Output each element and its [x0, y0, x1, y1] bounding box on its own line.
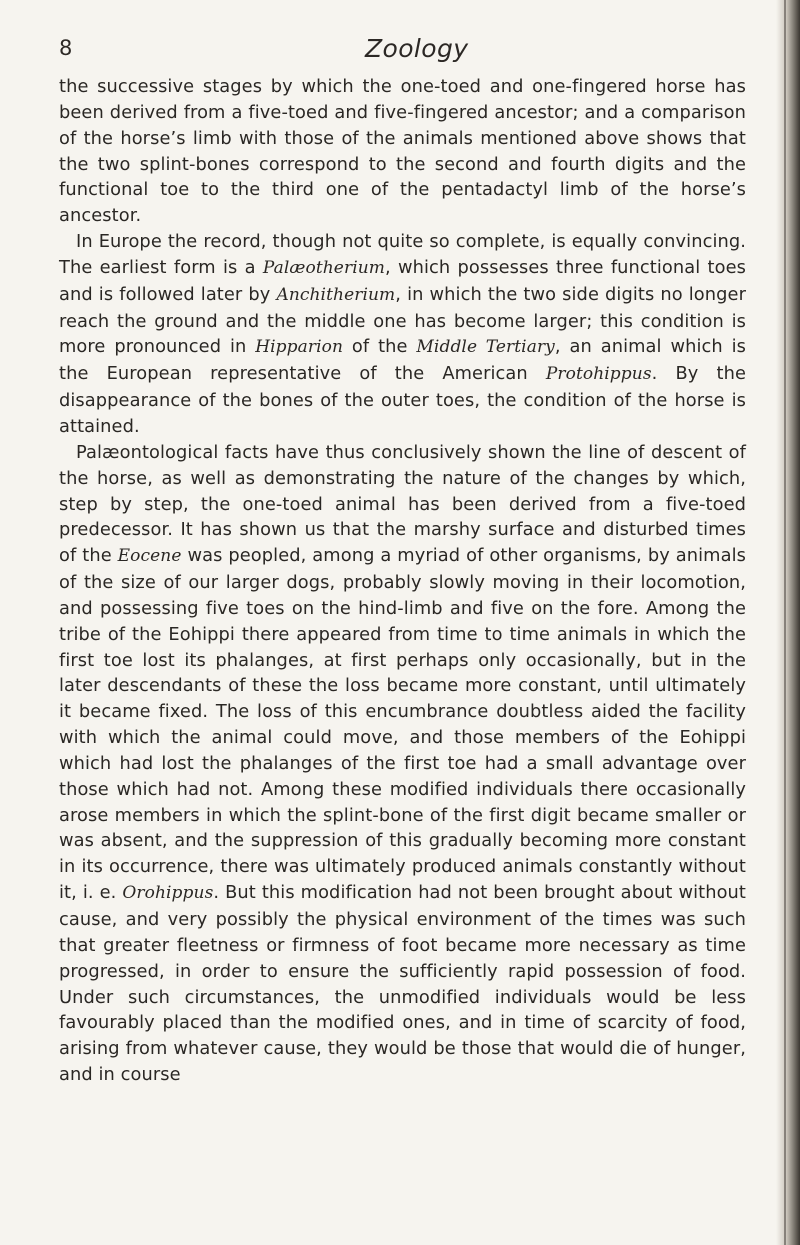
- text-run: was peopled, among a myriad of other organisms, by animals of the size of our larger dogs, probably slowly moving in their locomotion, and possessing five toes on the hind-limb and five on the fore. Among the tribe of the Eohippi there appeared from time to time animals in which the first toe lost its phalanges, at first perhaps only occasionally, but in the later descendants of these the loss became more constant, until ultimately it became fixed. The loss of this encumbrance doubtless aided the facility with which the animal could move, and those members of the Eohippi which had lost the phalanges of the first toe had a small advantage over those which had not. Among these modified individuals there occasionally arose members in which the splint-bone of the first digit became smaller or was absent, and the suppression of this gradually becoming more constant in its occurrence, there was ultimately produced animals constantly without it, i. e.: [59, 545, 747, 904]
- text-run: of the: [343, 336, 417, 358]
- paragraph-2: [59, 229, 746, 440]
- page-edge-shadow: [776, 0, 800, 1245]
- italic-term: Protohippus: [545, 364, 652, 385]
- paragraph-3: [59, 440, 746, 1088]
- page-edge-line: [784, 0, 786, 1245]
- text-run: , an animal which is the European representative of the American: [59, 336, 746, 385]
- text-run: Palæontological facts have thus conclusively shown the line of descent of the horse, as well as demonstrating the nature of the changes by which, step by step, the one-toed animal has been derived from a five-toed predecessor. It has shown us that the marshy surface and disturbed times of the: [59, 441, 746, 567]
- text-run: . But this modification had not been brought about without cause, and very possibly the physical environment of the times was such that greater fleetness or firmness of foot became more necessary as time progressed, in order to ensure the sufficiently rapid possession of food. Under such circumstances, the unmodified individuals would be less favourably placed than the modified ones, and in time of scarcity of food, arising from whatever cause, they would be those that would die of hunger, and in course: [59, 882, 746, 1086]
- text-run: , in which the two side digits no longer reach the ground and the middle one has become larger; this condition is more pronounced in: [59, 283, 746, 358]
- body-text: [59, 74, 746, 1088]
- italic-term: Hipparion: [255, 337, 344, 358]
- italic-term: Middle Tertiary: [416, 337, 555, 358]
- paragraph-1: [59, 74, 746, 229]
- text-run: , which possesses three functional toes and is followed later by: [59, 256, 746, 305]
- text-run: . By the disappearance of the bones of the outer toes, the condition of the horse is attained.: [59, 363, 746, 437]
- running-title: Zoology: [365, 34, 469, 63]
- italic-term: Eocene: [117, 546, 182, 567]
- italic-term: Anchitherium: [276, 284, 396, 305]
- text-run: the successive stages by which the one-toed and one-fingered horse has been derived from a five-toed and five-fingered ancestor; and a comparison of the horse’s limb with those of the animals mentioned above shows that the two splint-bones correspond to the second and fourth digits and the functional toe to the third one of the pentadactyl limb of the horse’s ancestor.: [59, 76, 746, 227]
- italic-term: Orohippus: [122, 883, 214, 904]
- page-number: 8: [59, 36, 73, 60]
- italic-term: Palæotherium: [262, 257, 385, 278]
- text-run: In Europe the record, though not quite so complete, is equally convincing. The earliest form is a: [59, 231, 746, 278]
